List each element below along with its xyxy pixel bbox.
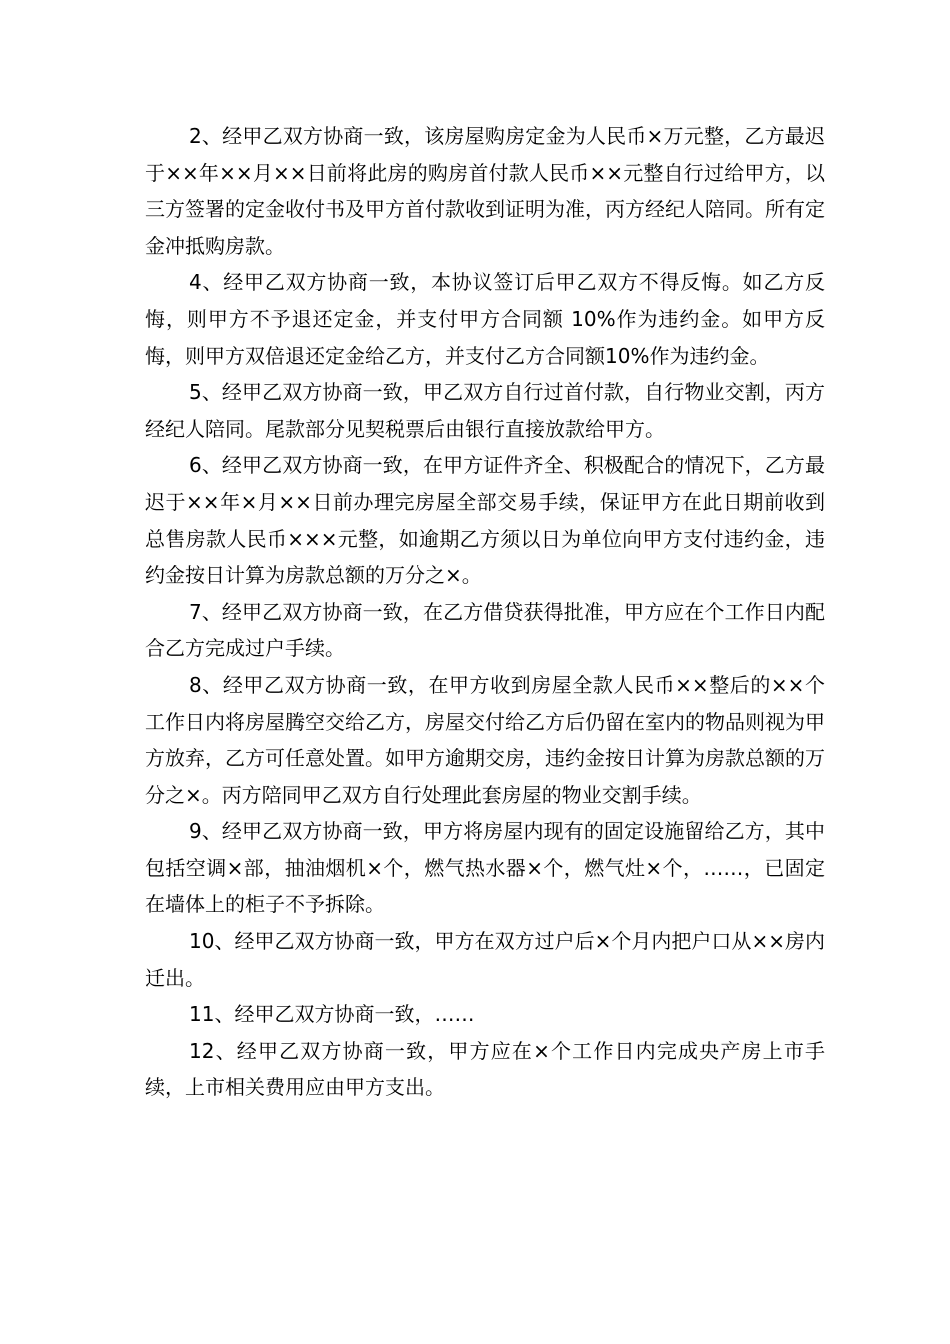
document-page — [145, 118, 825, 1106]
clause-4-paragraph: 4、经甲乙双方协商一致，本协议签订后甲乙双方不得反悔。如乙方反悔，则甲方不予退还定金，并支付甲方合同额 10%作为违约金。如甲方反悔，则甲方双倍退还定金给乙方，并支付乙方合同额10%作为违约金。 — [145, 270, 825, 368]
clause-10-paragraph: 10、经甲乙双方协商一致，甲方在双方过户后×个月内把户口从××房内迁出。 — [145, 929, 825, 990]
clause-6-paragraph: 6、经甲乙双方协商一致，在甲方证件齐全、积极配合的情况下，乙方最迟于××年×月××日前办理完房屋全部交易手续，保证甲方在此日期前收到总售房款人民币×××元整，如逾期乙方须以日为单位向甲方支付违约金，违约金按日计算为房款总额的万分之×。 — [145, 453, 825, 588]
clause-7-paragraph: 7、经甲乙双方协商一致，在乙方借贷获得批准，甲方应在个工作日内配合乙方完成过户手续。 — [145, 599, 825, 661]
clause-11-paragraph: 11、经甲乙双方协商一致，…… — [189, 1002, 475, 1027]
clause-5-paragraph: 5、经甲乙双方协商一致，甲乙双方自行过首付款，自行物业交割，丙方经纪人陪同。尾款部分见契税票后由银行直接放款给甲方。 — [145, 380, 825, 441]
clause-8-paragraph: 8、经甲乙双方协商一致，在甲方收到房屋全款人民币××整后的××个工作日内将房屋腾空交给乙方，房屋交付给乙方后仍留在室内的物品则视为甲方放弃，乙方可任意处置。如甲方逾期交房，违约金按日计算为房款总额的万分之×。丙方陪同甲乙双方自行处理此套房屋的物业交割手续。 — [145, 672, 825, 807]
clause-9-paragraph: 9、经甲乙双方协商一致，甲方将房屋内现有的固定设施留给乙方，其中包括空调×部，抽油烟机×个，燃气热水器×个，燃气灶×个，……，已固定在墙体上的柜子不予拆除。 — [145, 819, 825, 917]
clause-2-paragraph: 2、经甲乙双方协商一致，该房屋购房定金为人民币×万元整，乙方最迟于××年××月××日前将此房的购房首付款人民币××元整自行过给甲方，以三方签署的定金收付书及甲方首付款收到证明为准，丙方经纪人陪同。所有定金冲抵购房款。 — [145, 124, 825, 258]
clause-12-paragraph: 12、经甲乙双方协商一致，甲方应在×个工作日内完成央产房上市手续，上市相关费用应由甲方支出。 — [145, 1038, 825, 1100]
